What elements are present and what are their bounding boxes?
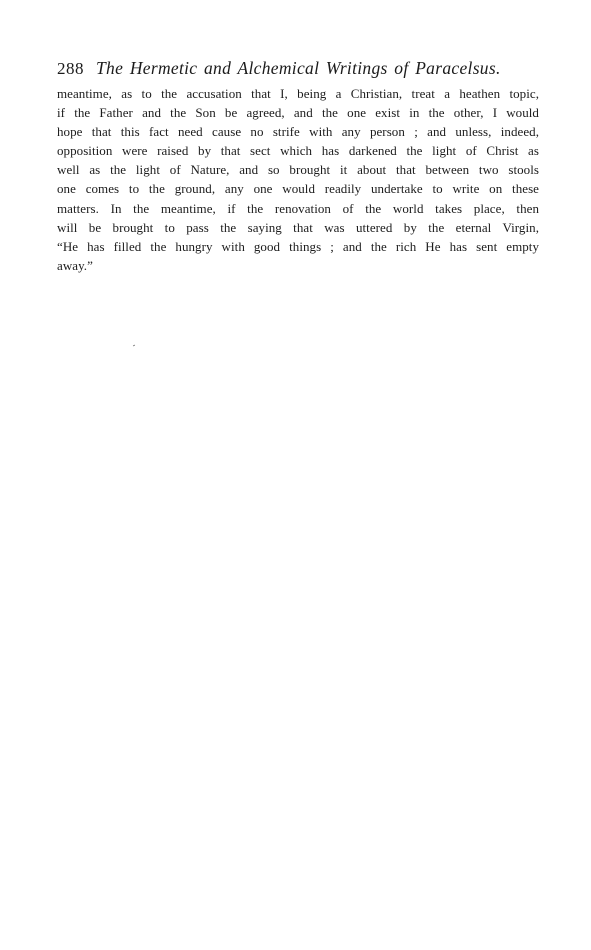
text-line: opposition were raised by that sect which has darkened the light of Christ as	[57, 143, 539, 159]
text-line: will be brought to pass the saying that was uttered by the eternal Virgin,	[57, 219, 539, 235]
text-line: “He has filled the hungry with good things ; and the rich He has sent empty	[57, 238, 539, 254]
body-paragraph	[57, 84, 539, 275]
paper-speck	[133, 345, 135, 347]
text-line: away.”	[57, 257, 93, 273]
text-line: meantime, as to the accusation that I, being a Christian, treat a heathen topic,	[57, 86, 539, 101]
text-line: one comes to the ground, any one would readily undertake to write on these	[57, 181, 539, 197]
text-line: hope that this fact need cause no strife with any person ; and unless, indeed,	[57, 124, 539, 140]
running-head	[57, 58, 539, 84]
text-line: if the Father and the Son be agreed, and the one exist in the other, I would	[57, 105, 539, 121]
text-line: well as the light of Nature, and so brought it about that between two stools	[57, 162, 539, 178]
running-title: The Hermetic and Alchemical Writings of Paracelsus.	[96, 58, 501, 78]
text-line: matters. In the meantime, if the renovation of the world takes place, then	[57, 200, 539, 216]
book-page	[57, 58, 539, 275]
page-number: 288	[57, 59, 84, 78]
